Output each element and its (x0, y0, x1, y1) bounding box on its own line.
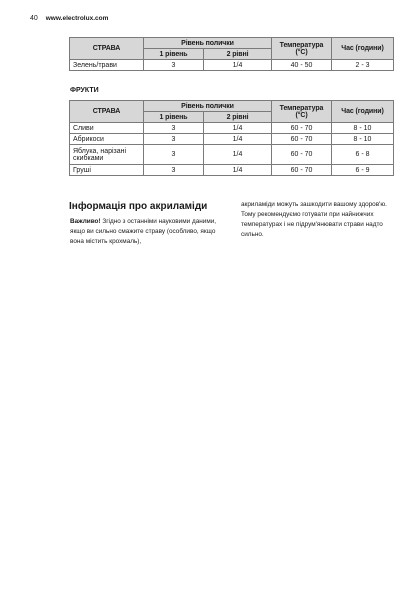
cell-level-2: 1/4 (204, 165, 272, 176)
acrylamide-info-text-part1: Згідно з останніми науковими даними, якщо ви сильно смажите страву (особливо, якщо вона містить крохмаль), (70, 218, 217, 245)
cell-level-1: 3 (144, 60, 204, 71)
page-header (30, 15, 108, 22)
cell-level-1: 3 (144, 145, 204, 165)
column-header-dish: СТРАВА (70, 38, 144, 60)
acrylamide-info-left-column (70, 217, 230, 247)
herbs-drying-table (69, 37, 394, 71)
cell-time: 6 - 9 (332, 165, 394, 176)
cell-level-2: 1/4 (204, 123, 272, 134)
cell-level-1: 3 (144, 123, 204, 134)
cell-time: 8 - 10 (332, 123, 394, 134)
cell-dish: Яблука, нарізані скибками (70, 145, 144, 165)
column-header-level-2: 2 рівні (204, 112, 272, 123)
cell-dish: Зелень/трави (70, 60, 144, 71)
cell-time: 2 - 3 (332, 60, 394, 71)
cell-temperature: 60 - 70 (272, 123, 332, 134)
cell-temperature: 40 - 50 (272, 60, 332, 71)
fruits-drying-table (69, 100, 394, 176)
cell-level-2: 1/4 (204, 145, 272, 165)
column-header-temperature: Температура (°C) (272, 101, 332, 123)
table-row (70, 134, 394, 145)
website-link[interactable]: www.electrolux.com (45, 15, 109, 22)
column-header-dish: СТРАВА (70, 101, 144, 123)
column-header-time: Час (години) (332, 38, 394, 60)
cell-level-2: 1/4 (204, 134, 272, 145)
column-header-level-1: 1 рівень (144, 49, 204, 60)
cell-level-2: 1/4 (204, 60, 272, 71)
cell-time: 6 - 8 (332, 145, 394, 165)
cell-level-1: 3 (144, 165, 204, 176)
column-header-level-1: 1 рівень (144, 112, 204, 123)
table-row (70, 60, 394, 71)
cell-temperature: 60 - 70 (272, 145, 332, 165)
column-header-time: Час (години) (332, 101, 394, 123)
cell-temperature: 60 - 70 (272, 165, 332, 176)
column-header-temperature: Температура (°C) (272, 38, 332, 60)
cell-time: 8 - 10 (332, 134, 394, 145)
cell-level-1: 3 (144, 134, 204, 145)
column-header-level-2: 2 рівні (204, 49, 272, 60)
table-row (70, 145, 394, 165)
column-header-shelf-level: Рівень полички (144, 101, 272, 112)
important-label: Важливо! (70, 218, 101, 225)
column-header-shelf-level: Рівень полички (144, 38, 272, 49)
acrylamide-info-right-column: акриламіди можуть зашкодити вашому здоров'ю. Тому рекомендуємо готувати при найнижчих температурах і не підрум'янювати страви надто сильно. (241, 201, 387, 238)
cell-dish: Абрикоси (70, 134, 144, 145)
cell-dish: Сливи (70, 123, 144, 134)
cell-dish: Груші (70, 165, 144, 176)
table-row (70, 123, 394, 134)
page-number: 40 (30, 15, 38, 22)
section-title-fruits: ФРУКТИ (70, 87, 99, 94)
cell-temperature: 60 - 70 (272, 134, 332, 145)
acrylamide-info-title: Інформація про акриламіди (69, 201, 208, 212)
table-row (70, 165, 394, 176)
